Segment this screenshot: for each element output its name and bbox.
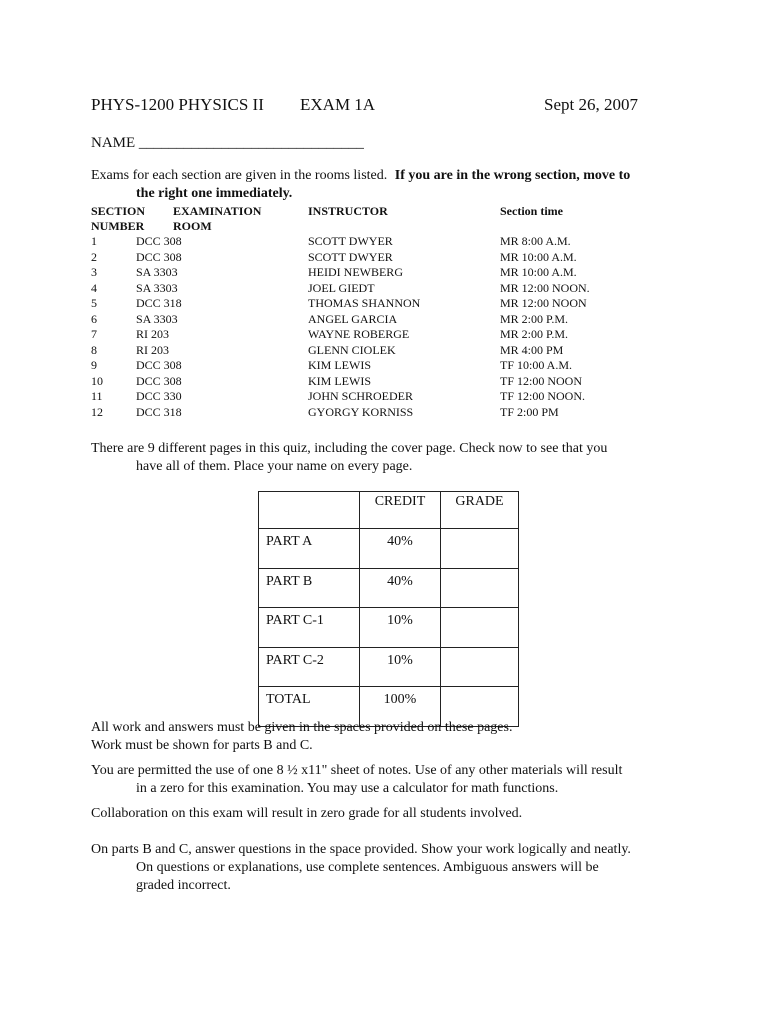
- intro-paragraph: [91, 167, 630, 185]
- grade-cell[interactable]: [441, 647, 519, 687]
- schedule-room: RI 203: [136, 327, 169, 341]
- schedule-instructor: GYORGY KORNISS: [308, 404, 414, 419]
- schedule-room: DCC 308: [136, 373, 182, 388]
- schedule-time: MR 10:00 A.M.: [500, 265, 577, 279]
- collaboration-instruction: Collaboration on this exam will result in zero grade for all students involved.: [91, 806, 523, 821]
- schedule-room: SA 3303: [136, 280, 178, 295]
- schedule-time: TF 10:00 A.M.: [500, 358, 573, 372]
- grade-row: [259, 568, 519, 608]
- schedule-instructor: HEIDI NEWBERG: [308, 265, 403, 279]
- grade-cell[interactable]: [441, 608, 519, 648]
- schedule-instructor: GLENN CIOLEK: [308, 342, 396, 357]
- schedule-row: [91, 405, 651, 421]
- schedule-room: DCC 308: [136, 234, 182, 248]
- schedule-instructor: WAYNE ROBERGE: [308, 327, 410, 341]
- schedule-row: [91, 374, 651, 390]
- schedule-section: 10: [91, 373, 103, 388]
- schedule-row: [91, 327, 651, 343]
- work-instruction-2: Work must be shown for parts B and C.: [91, 738, 313, 753]
- schedule-row: [91, 343, 651, 359]
- parts-instruction-3: graded incorrect.: [136, 878, 231, 893]
- schedule-room: DCC 308: [136, 249, 182, 264]
- schedule-row: [91, 389, 651, 405]
- grade-part: PART B: [259, 568, 360, 608]
- schedule-instructor: SCOTT DWYER: [308, 249, 393, 264]
- schedule-header-time: Section time: [500, 204, 563, 218]
- grade-header-grade: GRADE: [441, 492, 519, 529]
- schedule-section: 1: [91, 234, 97, 248]
- schedule-section: 4: [91, 280, 97, 295]
- grade-table-header-row: [259, 492, 519, 529]
- schedule-time: TF 2:00 PM: [500, 404, 559, 419]
- grade-part: PART A: [259, 529, 360, 569]
- schedule-instructor: THOMAS SHANNON: [308, 296, 421, 310]
- schedule-instructor: ANGEL GARCIA: [308, 311, 398, 326]
- name-line: NAME ______________________________: [91, 135, 364, 151]
- schedule-time: MR 12:00 NOON.: [500, 280, 590, 295]
- schedule-row: [91, 265, 651, 281]
- grade-credit: 40%: [360, 568, 441, 608]
- schedule-instructor: KIM LEWIS: [308, 373, 371, 388]
- grade-row: [259, 608, 519, 648]
- parts-instruction-2: On questions or explanations, use complete sentences. Ambiguous answers will be: [136, 860, 599, 875]
- schedule-row: [91, 234, 651, 250]
- intro-warning-1: If you are in the wrong section, move to: [394, 168, 631, 183]
- schedule-header-section: SECTION: [91, 204, 146, 218]
- work-instruction-1: All work and answers must be given in the spaces provided on these pages.: [91, 720, 513, 735]
- schedule-section: 11: [91, 389, 103, 403]
- schedule-section: 6: [91, 311, 97, 326]
- grade-cell[interactable]: [441, 568, 519, 608]
- schedule-section: 12: [91, 404, 103, 419]
- exam-title: EXAM 1A: [300, 95, 376, 114]
- schedule-time: TF 12:00 NOON.: [500, 389, 586, 403]
- schedule-time: MR 8:00 A.M.: [500, 234, 571, 248]
- parts-instruction-1: On parts B and C, answer questions in the space provided. Show your work logically and neatly.: [91, 842, 631, 857]
- schedule-room: RI 203: [136, 342, 169, 357]
- schedule-row: [91, 296, 651, 312]
- schedule-header-instructor: INSTRUCTOR: [308, 204, 388, 218]
- grade-part: PART C-2: [259, 647, 360, 687]
- exam-date: Sept 26, 2007: [544, 95, 638, 114]
- schedule-instructor: KIM LEWIS: [308, 358, 371, 372]
- schedule-instructor: JOEL GIEDT: [308, 280, 375, 295]
- schedule-time: MR 4:00 PM: [500, 342, 564, 357]
- schedule-section: 2: [91, 249, 97, 264]
- schedule-room: DCC 318: [136, 296, 182, 310]
- schedule-table: [91, 234, 651, 420]
- schedule-row: [91, 358, 651, 374]
- schedule-section: 9: [91, 358, 97, 372]
- grade-header-part: [259, 492, 360, 529]
- schedule-room: DCC 330: [136, 389, 182, 403]
- schedule-time: TF 12:00 NOON: [500, 373, 583, 388]
- schedule-time: MR 2:00 P.M.: [500, 311, 569, 326]
- pages-note-2: have all of them. Place your name on every page.: [136, 459, 413, 474]
- notes-instruction-2: in a zero for this examination. You may use a calculator for math functions.: [136, 781, 559, 796]
- grade-row: [259, 647, 519, 687]
- grade-part: TOTAL: [259, 687, 360, 727]
- schedule-section: 7: [91, 327, 97, 341]
- grade-credit: 10%: [360, 647, 441, 687]
- schedule-header-room: ROOM: [173, 219, 212, 233]
- grade-cell[interactable]: [441, 529, 519, 569]
- schedule-row: [91, 281, 651, 297]
- grade-part: PART C-1: [259, 608, 360, 648]
- schedule-header-examination: EXAMINATION: [173, 204, 262, 218]
- schedule-instructor: SCOTT DWYER: [308, 234, 393, 248]
- schedule-room: DCC 318: [136, 404, 182, 419]
- schedule-section: 3: [91, 265, 97, 279]
- grade-credit: 100%: [360, 687, 441, 727]
- schedule-section: 8: [91, 342, 97, 357]
- schedule-section: 5: [91, 296, 97, 310]
- grade-row: [259, 529, 519, 569]
- schedule-room: SA 3303: [136, 311, 178, 326]
- grade-table: [258, 491, 519, 727]
- schedule-row: [91, 250, 651, 266]
- intro-text: Exams for each section are given in the rooms listed.: [91, 168, 388, 183]
- schedule-header-number: NUMBER: [91, 219, 145, 233]
- pages-note-1: There are 9 different pages in this quiz, including the cover page. Check now to see that you: [91, 441, 608, 456]
- grade-credit: 40%: [360, 529, 441, 569]
- schedule-time: MR 12:00 NOON: [500, 296, 587, 310]
- schedule-time: MR 10:00 A.M.: [500, 249, 577, 264]
- notes-instruction-1: You are permitted the use of one 8 ½ x11" sheet of notes. Use of any other materials will result: [91, 763, 623, 778]
- grade-credit: 10%: [360, 608, 441, 648]
- course-title: PHYS-1200 PHYSICS II: [91, 95, 264, 114]
- schedule-room: DCC 308: [136, 358, 182, 372]
- grade-header-credit: CREDIT: [360, 492, 441, 529]
- schedule-time: MR 2:00 P.M.: [500, 327, 569, 341]
- schedule-row: [91, 312, 651, 328]
- schedule-instructor: JOHN SCHROEDER: [308, 389, 414, 403]
- schedule-room: SA 3303: [136, 265, 178, 279]
- intro-warning-2: the right one immediately.: [136, 186, 293, 201]
